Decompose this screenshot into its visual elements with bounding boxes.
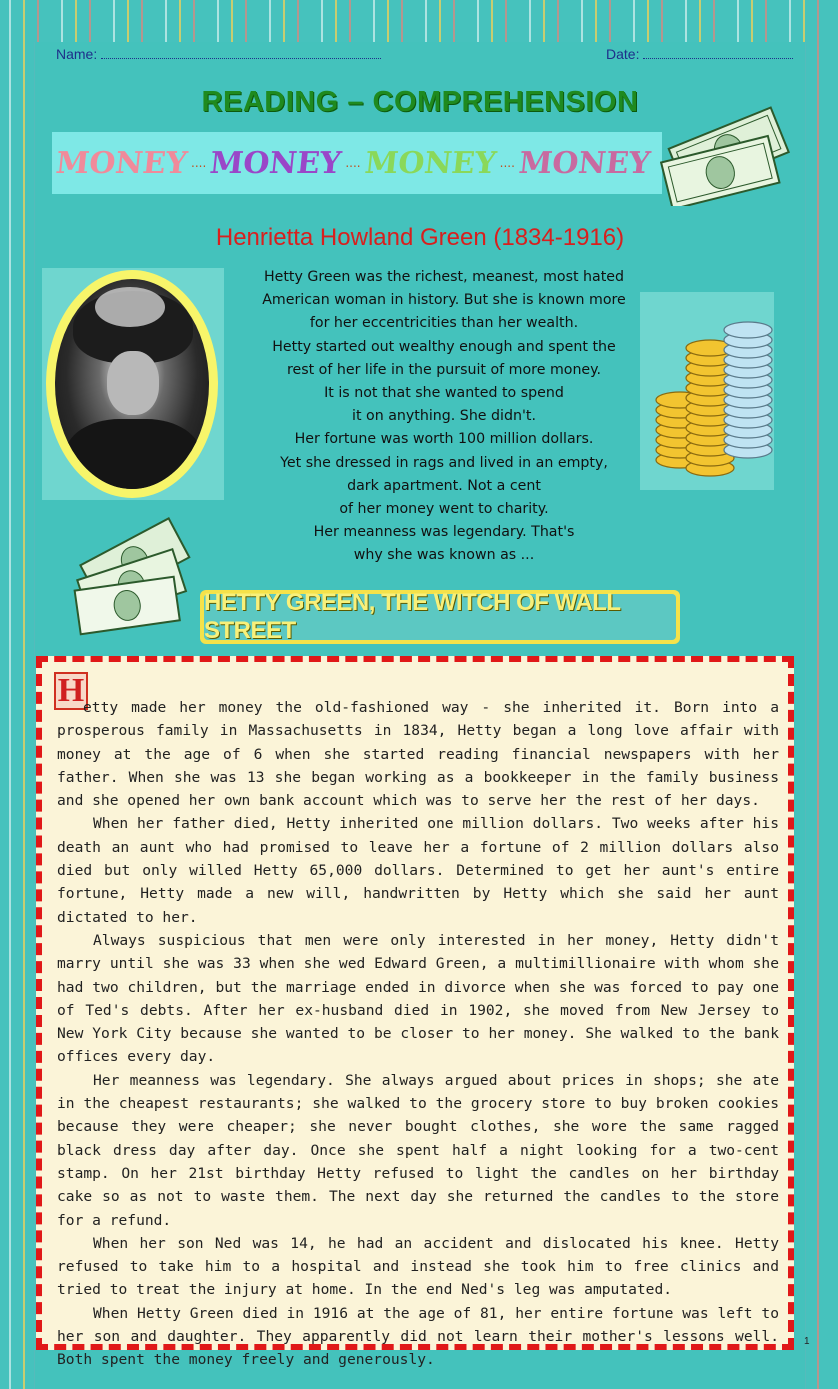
- article-paragraph: [57, 696, 779, 812]
- intro-line: of her money went to charity.: [339, 501, 549, 518]
- dress-shape: [65, 419, 201, 489]
- money-banner: [52, 132, 662, 194]
- name-dotted-line[interactable]: [101, 58, 381, 59]
- intro-line: It is not that she wanted to spend: [324, 385, 564, 402]
- subtitle: Henrietta Howland Green (1834-1916): [215, 224, 625, 251]
- banner-separator: ....: [499, 156, 515, 170]
- hetty-green-portrait: [46, 270, 218, 498]
- dollar-bills-icon: [72, 516, 202, 636]
- paragraph-text: etty made her money the old-fashioned way - she inherited it. Born into a prosperous family in Massachusetts in 1834, Hetty began a long love affair with money at the age of 6 when she started reading financial newspapers with her father. When she was 13 she began working as a bookkeeper in the family business and she opened her own bank account which was to serve her the rest of her days.: [57, 699, 779, 810]
- money-word: MONEY: [208, 145, 344, 181]
- article-paragraph: When Hetty Green died in 1916 at the age of 81, her entire fortune was left to her son and daughter. They apparently did not learn their mother's lessons well. Both spent the money freely and generously.: [57, 1304, 779, 1369]
- intro-line: rest of her life in the pursuit of more money.: [286, 361, 602, 378]
- money-word: MONEY: [517, 145, 652, 181]
- witch-of-wall-street-banner: [200, 590, 680, 644]
- dollar-bills-icon: [660, 96, 800, 206]
- money-word: MONEY: [54, 145, 189, 181]
- page-title: READING – COMPREHENSION: [201, 86, 639, 118]
- face-shape: [107, 351, 159, 415]
- hat-feather-shape: [95, 287, 165, 327]
- banner-separator: ....: [191, 156, 207, 170]
- intro-line: Her meanness was legendary. That's: [313, 524, 575, 541]
- article-box: [36, 656, 794, 1369]
- intro-line: it on anything. She didn't.: [352, 408, 536, 425]
- intro-line: why she was known as ...: [353, 547, 535, 564]
- article-paragraph: Her meanness was legendary. She always argued about prices in shops; she ate in the cheapest restaurants; she walked to the grocery store to buy broken cookies because they were cheaper; she never bought clothes, she wore the same ragged black dress day after day. Once she spent half a night looking for a two-cent stamp. On her 21st birthday Hetty refused to light the candles on her birthday cake so as not to waste them. The next day she returned the candles to the store for a refund.: [57, 1071, 779, 1229]
- article-paragraph: When her son Ned was 14, he had an accident and dislocated his knee. Hetty refused to take him to a hospital and instead she took him to free clinics and tried to treat the injury at home. In the end Ned's leg was amputated.: [57, 1234, 779, 1299]
- intro-line: Hetty started out wealthy enough and spent the: [272, 338, 616, 355]
- name-field[interactable]: [56, 46, 381, 62]
- dropcap-letter: H: [54, 672, 88, 710]
- date-field[interactable]: [606, 46, 793, 62]
- date-label: Date:: [606, 46, 640, 62]
- article-text: [57, 696, 779, 1372]
- article-paragraph: When her father died, Hetty inherited one million dollars. Two weeks after his death an aunt who had promised to leave her a fortune of 2 million dollars also died but only willed Hetty 65,000 dollars. Determined to get her aunt's entire fortune, Hetty made a new will, handwritten by Hetty which she said her aunt dictated to her.: [57, 815, 779, 926]
- page-number: 1: [804, 1336, 810, 1347]
- article-paragraph: Always suspicious that men were only interested in her money, Hetty didn't marry until she was 33 when she wed Edward Green, a multimillionaire with whom she had two children, but the marriage ended in divorce when she was forced to pay one of Ted's debts. After her ex-husband died in 1902, she moved from New Jersey to New York City because she wanted to be closer to her money. She walked to the bank offices every day.: [57, 931, 779, 1066]
- intro-line: Hetty Green was the richest, meanest, most hated: [263, 269, 625, 285]
- intro-line: American woman in history. But she is known more: [262, 292, 626, 309]
- coin-stacks-icon: [640, 310, 780, 490]
- intro-line: for her eccentricities than her wealth.: [309, 315, 579, 332]
- witch-banner-text: HETTY GREEN, THE WITCH OF WALL STREET: [204, 594, 676, 640]
- intro-line: Yet she dressed in rags and lived in an empty,: [280, 454, 608, 471]
- intro-line: dark apartment. Not a cent: [347, 477, 541, 494]
- intro-text: [234, 266, 654, 568]
- date-dotted-line[interactable]: [643, 58, 793, 59]
- banner-separator: ....: [345, 156, 361, 170]
- money-word: MONEY: [362, 145, 498, 181]
- portrait-photo: [55, 279, 209, 489]
- intro-line: Her fortune was worth 100 million dollars.: [294, 431, 594, 448]
- name-label: Name:: [56, 46, 98, 62]
